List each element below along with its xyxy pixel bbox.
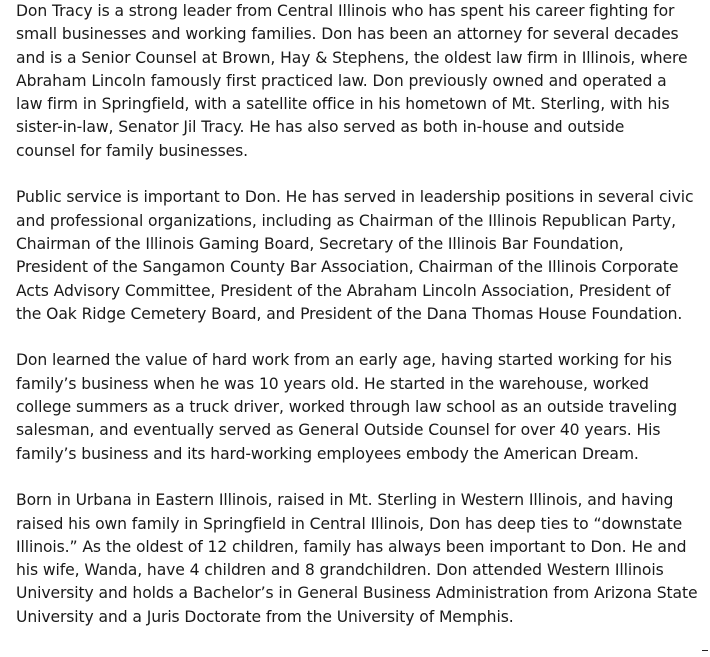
text-line: counsel for family businesses. (16, 141, 249, 160)
text-line: raised his own family in Springfield in Central Illinois, Don has deep ties to “downstate (16, 514, 683, 533)
text-line: Chairman of the Illinois Gaming Board, Secretary of the Illinois Bar Foundation, (16, 234, 624, 253)
paragraph-background (16, 489, 706, 629)
text-line: Acts Advisory Committee, President of the Abraham Lincoln Association, President of (16, 281, 671, 300)
text-line: Don learned the value of hard work from an early age, having started working for his (16, 351, 672, 370)
text-line: college summers as a truck driver, worked through law school as an outside traveling (16, 398, 678, 417)
corner-dash-mark (702, 650, 708, 651)
text-line: the Oak Ridge Cemetery Board, and President of the Dana Thomas House Foundation. (16, 304, 683, 323)
text-line: and is a Senior Counsel at Brown, Hay & Stephens, the oldest law firm in Illinois, where (16, 48, 688, 67)
text-line: small businesses and working families. Don has been an attorney for several decades (16, 25, 679, 44)
text-line: family’s business when he was 10 years old. He started in the warehouse, worked (16, 374, 649, 393)
text-line: law firm in Springfield, with a satellite office in his hometown of Mt. Sterling, with his (16, 95, 670, 114)
text-line: his wife, Wanda, have 4 children and 8 grandchildren. Don attended Western Illinois (16, 561, 664, 580)
paragraph-career (16, 0, 706, 163)
paragraph-hard-work (16, 349, 706, 465)
text-line: University and a Juris Doctorate from the University of Memphis. (16, 607, 514, 626)
text-line: President of the Sangamon County Bar Association, Chairman of the Illinois Corporate (16, 258, 679, 277)
text-line: University and holds a Bachelor’s in General Business Administration from Arizona State (16, 584, 698, 603)
text-line: family’s business and its hard-working employees embody the American Dream. (16, 444, 639, 463)
paragraph-public-service (16, 186, 706, 326)
text-line: Public service is important to Don. He has served in leadership positions in several civic (16, 188, 694, 207)
text-line: sister-in-law, Senator Jil Tracy. He has also served as both in-house and outside (16, 118, 625, 137)
text-line: Illinois.” As the oldest of 12 children, family has always been important to Don. He and (16, 537, 687, 556)
text-line: and professional organizations, including as Chairman of the Illinois Republican Party, (16, 211, 677, 230)
text-line: salesman, and eventually served as General Outside Counsel for over 40 years. His (16, 421, 661, 440)
text-line: Abraham Lincoln famously first practiced law. Don previously owned and operated a (16, 71, 667, 90)
text-line: Don Tracy is a strong leader from Central Illinois who has spent his career fighting for (16, 2, 675, 20)
text-line: Born in Urbana in Eastern Illinois, raised in Mt. Sterling in Western Illinois, and having (16, 491, 674, 510)
biography-document (16, 0, 706, 652)
